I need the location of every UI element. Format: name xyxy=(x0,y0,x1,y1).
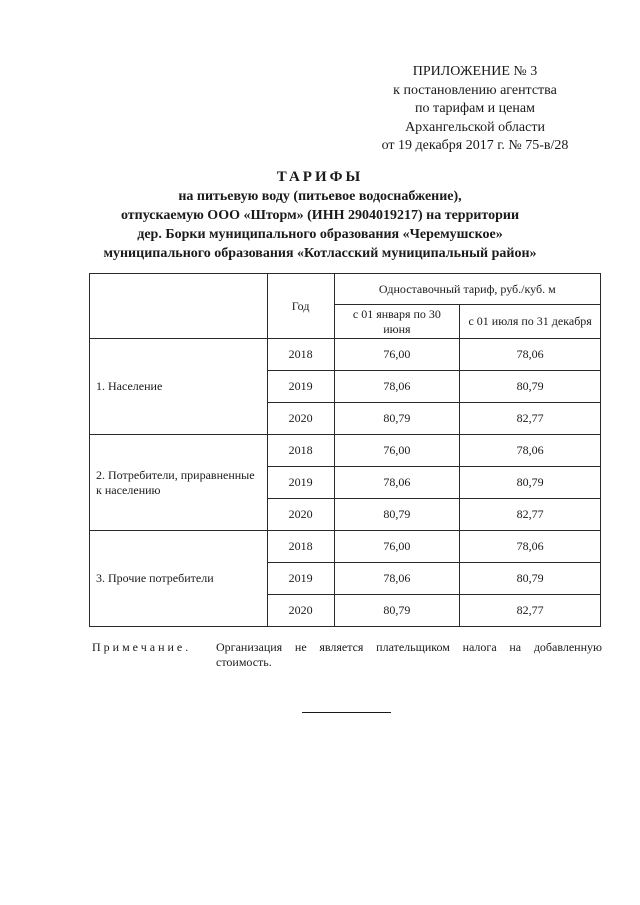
header-period-1: с 01 января по 30 июня xyxy=(334,305,460,339)
tariff-cell: 82,77 xyxy=(460,595,601,627)
appendix-line: Архангельской области xyxy=(405,119,545,135)
year-cell: 2019 xyxy=(267,467,334,499)
tariff-cell: 76,00 xyxy=(334,531,460,563)
tariff-cell: 80,79 xyxy=(334,403,460,435)
tariff-cell: 78,06 xyxy=(460,339,601,371)
note-label: Примечание. xyxy=(92,640,192,654)
tariff-cell: 78,06 xyxy=(460,531,601,563)
tariff-cell: 78,06 xyxy=(334,371,460,403)
year-cell: 2018 xyxy=(267,531,334,563)
table-row xyxy=(90,339,601,371)
note-text: Организация не является плательщиком налога на добавленную стоимость. xyxy=(216,640,602,669)
tariff-cell: 80,79 xyxy=(460,371,601,403)
tariff-cell: 76,00 xyxy=(334,339,460,371)
header-period-2: с 01 июля по 31 декабря xyxy=(460,305,601,339)
year-cell: 2019 xyxy=(267,371,334,403)
category-cell: 1. Население xyxy=(90,339,268,435)
tariff-cell: 78,06 xyxy=(334,563,460,595)
tariff-cell: 78,06 xyxy=(334,467,460,499)
tariff-cell: 82,77 xyxy=(460,403,601,435)
header-category-empty xyxy=(90,274,268,339)
year-cell: 2020 xyxy=(267,403,334,435)
appendix-header xyxy=(360,63,590,156)
tariff-cell: 80,79 xyxy=(334,499,460,531)
appendix-line: по тарифам и ценам xyxy=(415,101,535,116)
tariff-cell: 80,79 xyxy=(460,467,601,499)
appendix-date-line: от 19 декабря 2017 г. № 75-в/28 xyxy=(381,138,569,153)
tariff-cell: 80,79 xyxy=(460,563,601,595)
title-line: дер. Борки муниципального образования «Черемушское» xyxy=(137,227,503,242)
table-row xyxy=(90,435,601,467)
year-cell: 2018 xyxy=(267,339,334,371)
year-cell: 2019 xyxy=(267,563,334,595)
year-cell: 2018 xyxy=(267,435,334,467)
category-cell: 3. Прочие потребители xyxy=(90,531,268,627)
tariff-cell: 76,00 xyxy=(334,435,460,467)
header-year: Год xyxy=(267,274,334,339)
year-cell: 2020 xyxy=(267,595,334,627)
tariff-cell: 80,79 xyxy=(334,595,460,627)
tariff-cell: 82,77 xyxy=(460,499,601,531)
year-cell: 2020 xyxy=(267,499,334,531)
category-cell: 2. Потребители, приравненные к населению xyxy=(90,435,268,531)
header-tariff: Одноставочный тариф, руб./куб. м xyxy=(334,274,600,305)
appendix-line: к постановлению агентства xyxy=(393,82,557,98)
title-line: отпускаемую ООО «Шторм» (ИНН 2904019217) на территории xyxy=(120,208,520,223)
table-row xyxy=(90,531,601,563)
tariff-table xyxy=(89,273,601,627)
document-title xyxy=(60,168,580,263)
title-line: на питьевую воду (питьевое водоснабжение), xyxy=(178,189,462,204)
tariff-cell: 78,06 xyxy=(460,435,601,467)
table-header-row xyxy=(90,274,601,305)
appendix-number: ПРИЛОЖЕНИЕ № 3 xyxy=(412,64,538,79)
title-line: муниципального образования «Котласский муниципальный район» xyxy=(103,246,537,261)
separator-line xyxy=(302,712,391,713)
title-main: ТАРИФЫ xyxy=(276,169,364,185)
